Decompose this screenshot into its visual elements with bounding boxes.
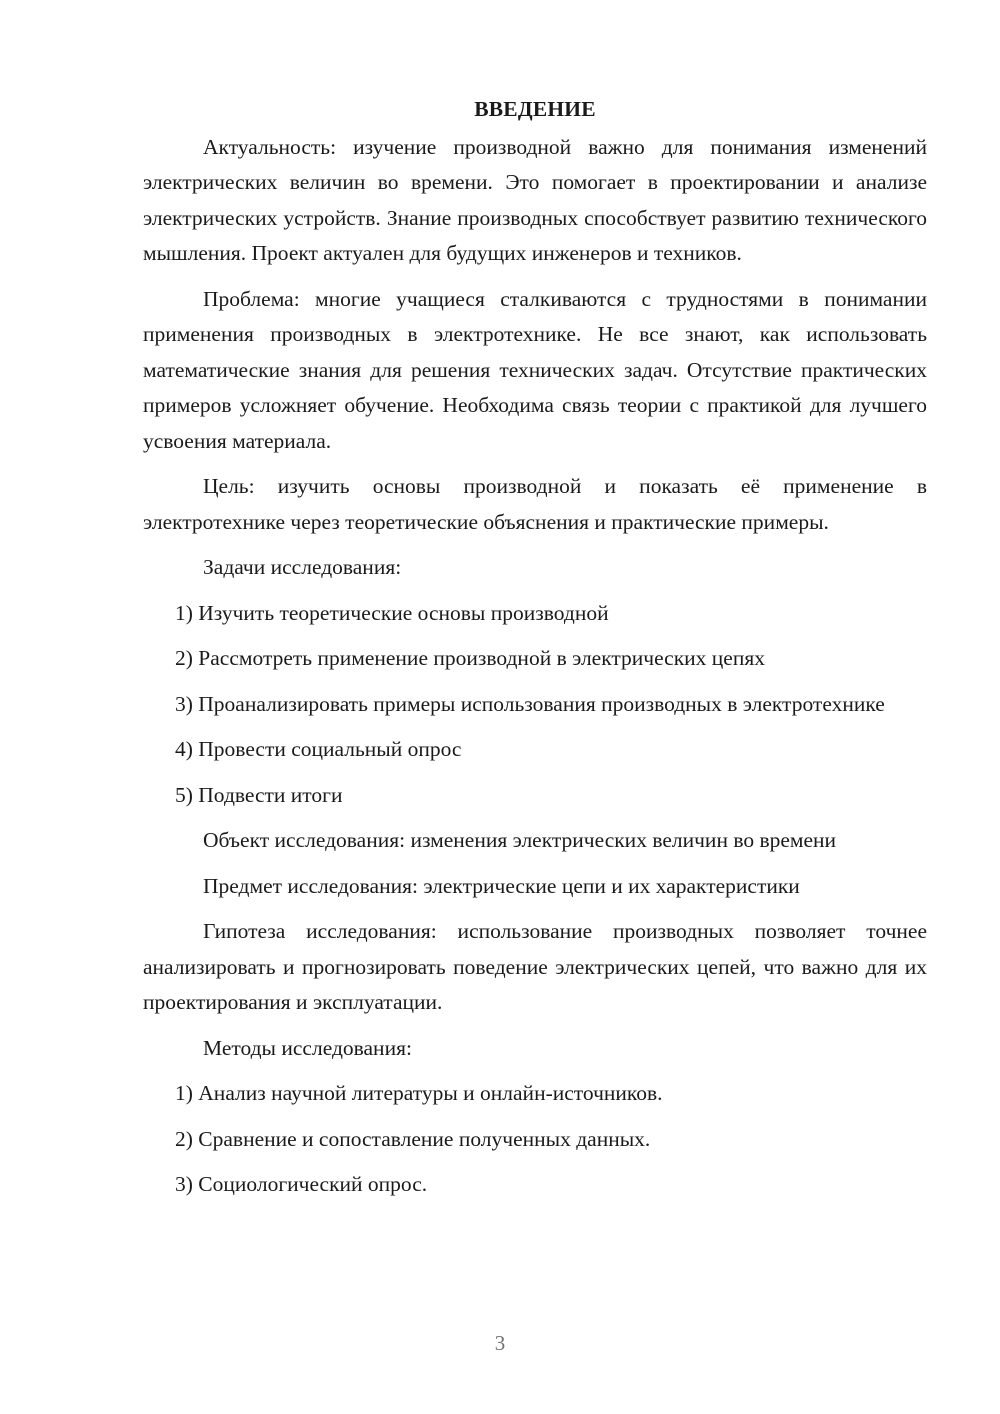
method-item-3: 3) Социологический опрос. <box>175 1172 428 1196</box>
document-page <box>143 92 927 1213</box>
method-item-1: 1) Анализ научной литературы и онлайн-источников. <box>175 1081 663 1105</box>
method-item-2: 2) Сравнение и сопоставление полученных данных. <box>175 1126 651 1151</box>
research-subject: Предмет исследования: электрические цепи и их характеристики <box>203 873 800 898</box>
task-item-3: 3) Проанализировать примеры использования производных в электротехнике <box>175 691 885 716</box>
hypothesis-paragraph: Гипотеза исследования: использование производных позволяет точнее анализировать и прогнозировать поведение электрических цепей, что важно для их проектирования и эксплуатации. <box>143 919 927 1014</box>
problem-paragraph: Проблема: многие учащиеся сталкиваются с трудностями в понимании применения производных в электротехнике. Не все знают, как использовать математические знания для решения технических задач. Отсутствие практических примеров усложняет обучение. Необходима связь теории с практикой для лучшего усвоения материала. <box>143 286 927 453</box>
goal-paragraph: Цель: изучить основы производной и показать её применение в электротехнике через теоретические объяснения и практические примеры. <box>143 474 927 534</box>
tasks-heading: Задачи исследования: <box>203 555 402 579</box>
task-item-2: 2) Рассмотреть применение производной в электрических цепях <box>175 646 765 670</box>
task-item-4: 4) Провести социальный опрос <box>175 737 462 761</box>
task-item-5: 5) Подвести итоги <box>175 782 343 807</box>
relevance-paragraph: Актуальность: изучение производной важно для понимания изменений электрических величин во времени. Это помогает в проектировании и анализе электрических устройств. Знание производных способствует развитию технического мышления. Проект актуален для будущих инженеров и техников. <box>143 134 927 265</box>
task-item-1: 1) Изучить теоретические основы производной <box>175 600 609 625</box>
research-object: Объект исследования: изменения электрических величин во времени <box>203 828 837 852</box>
section-title: ВВЕДЕНИЕ <box>474 97 596 121</box>
methods-heading: Методы исследования: <box>203 1035 412 1060</box>
page-number: 3 <box>494 1331 506 1355</box>
